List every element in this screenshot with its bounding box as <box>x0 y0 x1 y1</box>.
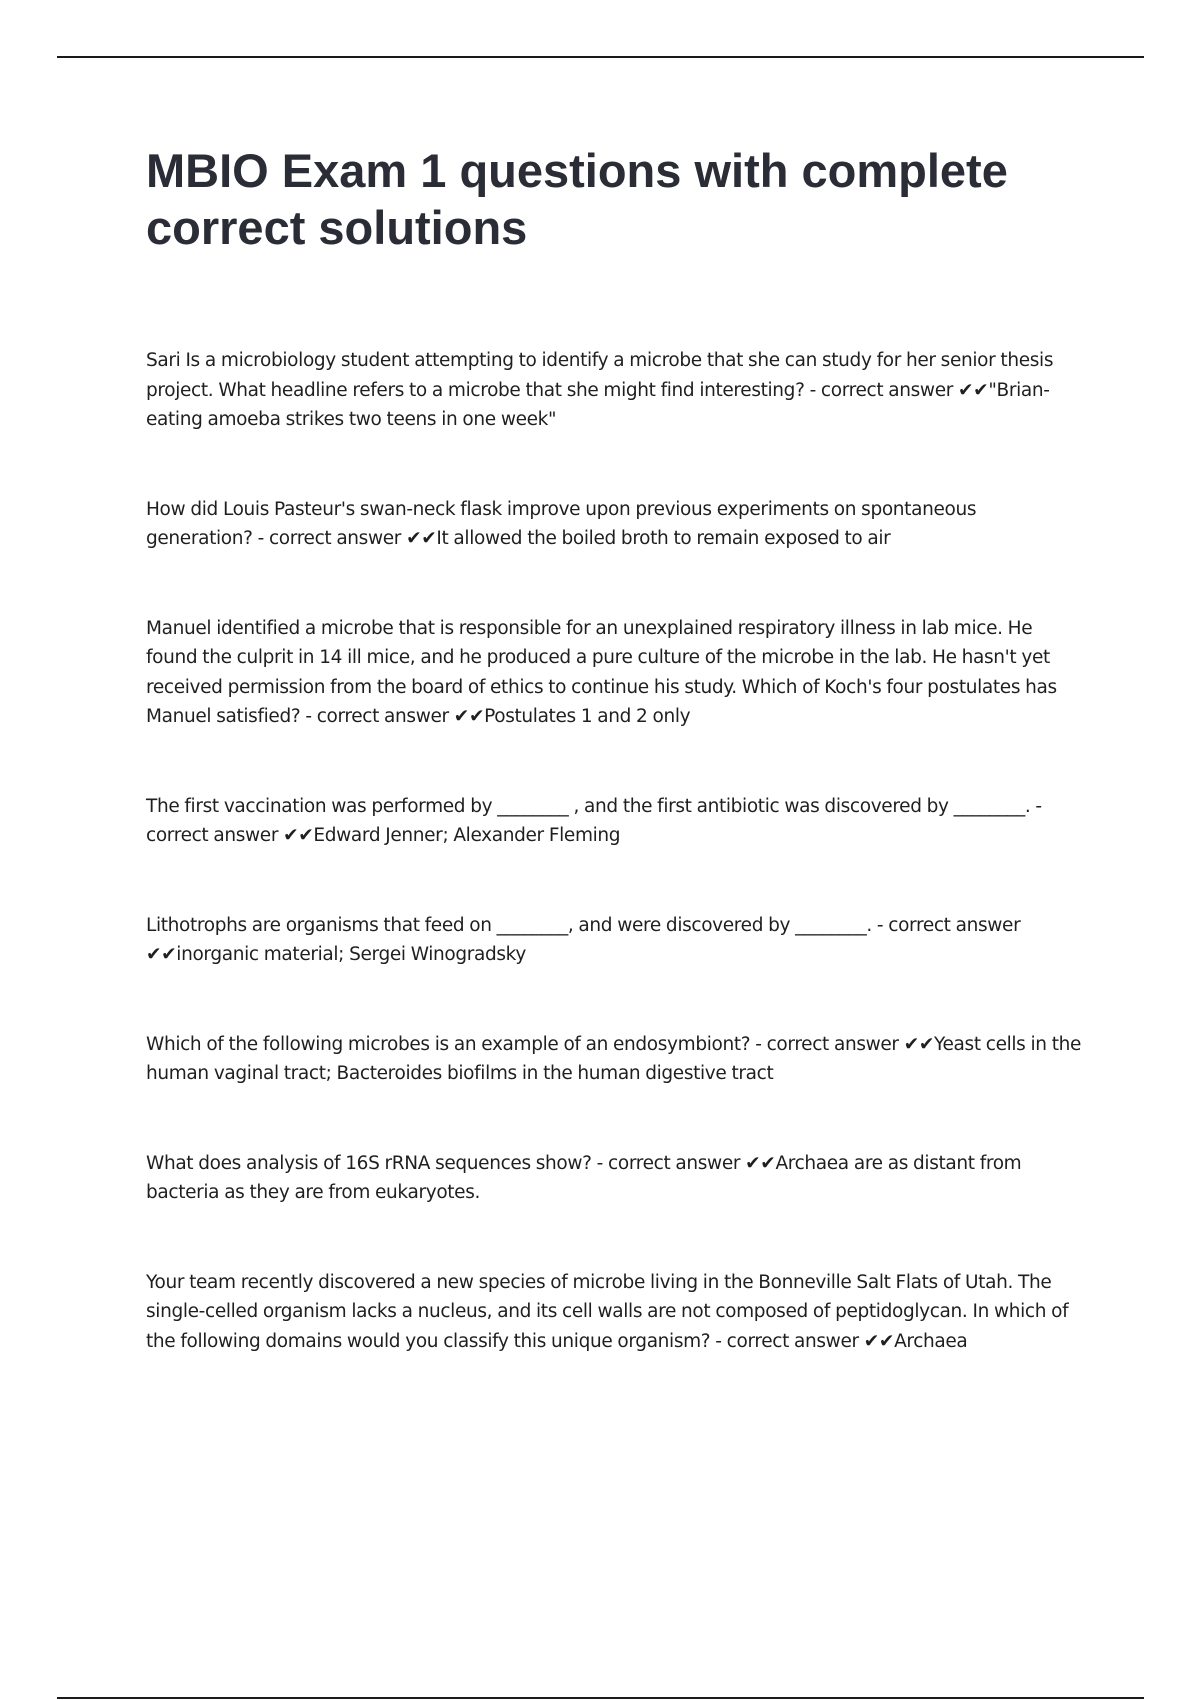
qa-item: Your team recently discovered a new species of microbe living in the Bonneville Salt Flats of Utah. The single-celled organism lacks a nucleus, and its cell walls are not composed of peptidoglycan. In which of the following domains would you classify this unique organism? - correct answer ✔✔Archaea <box>146 1271 1069 1352</box>
bottom-divider <box>57 1697 1144 1699</box>
qa-item: Which of the following microbes is an example of an endosymbiont? - correct answer ✔✔Yeast cells in the human vaginal tract; Bacteroides biofilms in the human digestive tract <box>146 1033 1082 1084</box>
qa-list <box>146 346 1081 1416</box>
qa-item: Sari Is a microbiology student attempting to identify a microbe that she can study for her senior thesis project. What headline refers to a microbe that she might find interesting? - correct answer ✔✔"Brian-eating amoeba strikes two teens in one week" <box>146 350 1054 430</box>
qa-item: Lithotrophs are organisms that feed on ________, and were discovered by ________. - correct answer ✔✔inorganic material; Sergei Winogradsky <box>146 914 1021 965</box>
qa-item: How did Louis Pasteur's swan-neck flask improve upon previous experiments on spontaneous generation? - correct answer ✔✔It allowed the boiled broth to remain exposed to air <box>146 498 977 549</box>
qa-item: Manuel identified a microbe that is responsible for an unexplained respiratory illness in lab mice. He found the culprit in 14 ill mice, and he produced a pure culture of the microbe in the lab. He hasn't yet received permission from the board of ethics to continue his study. Which of Koch's four postulates has Manuel satisfied? - correct answer ✔✔Postulates 1 and 2 only <box>146 617 1057 727</box>
page-title: MBIO Exam 1 questions with complete correct solutions <box>146 144 1008 254</box>
qa-item: What does analysis of 16S rRNA sequences show? - correct answer ✔✔Archaea are as distant from bacteria as they are from eukaryotes. <box>146 1152 1022 1203</box>
top-divider <box>57 56 1144 58</box>
qa-item: The first vaccination was performed by ________ , and the first antibiotic was discovered by ________. - correct answer ✔✔Edward Jenner; Alexander Fleming <box>146 795 1042 846</box>
